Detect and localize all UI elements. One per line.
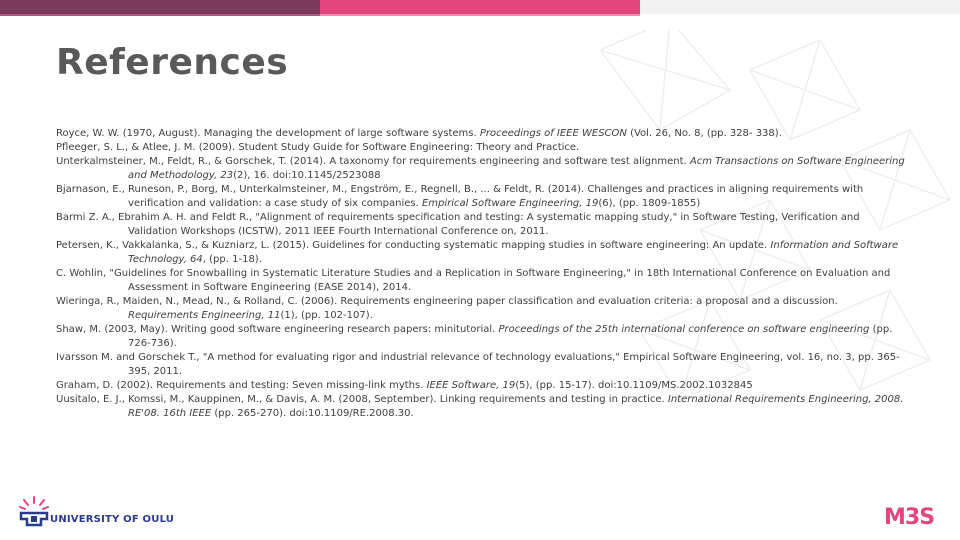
slide-title: References: [56, 42, 289, 83]
reference-item: [56, 351, 906, 379]
reference-item: [56, 211, 906, 239]
reference-text-tail: (5), (pp. 15-17). doi:10.1109/MS.2002.1032845: [515, 380, 753, 391]
reference-item: [56, 393, 906, 421]
reference-item: [56, 127, 906, 141]
reference-text: Pfleeger, S. L., & Atlee, J. M. (2009). Student Study Guide for Software Engineering: Theory and Practice.: [56, 142, 580, 153]
top-bar-segment-dark: [0, 0, 320, 14]
reference-item: [56, 183, 906, 211]
oulu-crest-icon: [20, 497, 48, 525]
reference-text: Wieringa, R., Maiden, N., Mead, N., & Rolland, C. (2006). Requirements engineering paper classification and evaluation criteria: a proposal and a discussion.: [56, 296, 838, 307]
reference-source-italic: International Requirements Engineering, 2008. RE'08. 16th IEEE: [128, 394, 904, 419]
reference-text-tail: , (pp. 1-18).: [202, 254, 262, 265]
university-name: UNIVERSITY OF OULU: [50, 514, 175, 525]
reference-text-tail: (pp. 265-270). doi:10.1109/RE.2008.30.: [211, 408, 414, 419]
reference-item: [56, 323, 906, 351]
reference-text-tail: (1), (pp. 102-107).: [280, 310, 373, 321]
reference-text: Petersen, K., Vakkalanka, S., & Kuzniarz, L. (2015). Guidelines for conducting systematic mapping studies in software engineering: An update.: [56, 240, 771, 251]
reference-source-italic: IEEE Software, 19: [426, 380, 516, 391]
reference-text: Shaw, M. (2003, May). Writing good software engineering research papers: minitutorial.: [56, 324, 499, 335]
reference-text: Unterkalmsteiner, M., Feldt, R., & Gorschek, T. (2014). A taxonomy for requirements engineering and software test alignment.: [56, 156, 690, 167]
reference-text: Barmi Z. A., Ebrahim A. H. and Feldt R., "Alignment of requirements specification and testing: A systematic mapping study," in Software Testing, Verification and Validation Workshops (ICSTW), 2011 IEEE Fourth International Conference on, 2011.: [56, 212, 860, 237]
reference-item: [56, 267, 906, 295]
reference-item: [56, 379, 906, 393]
reference-text-tail: (6), (pp. 1809-1855): [598, 198, 701, 209]
university-of-oulu-logo: [18, 495, 188, 531]
m3s-logo: M3S: [884, 505, 935, 530]
top-bar-underline-dark: [0, 14, 320, 16]
reference-source-italic: Acm Transactions on Software Engineering and Methodology, 23: [128, 156, 905, 181]
reference-text: Uusitalo, E. J., Komssi, M., Kauppinen, M., & Davis, A. M. (2008, September). Linking requirements and testing in practice.: [56, 394, 668, 405]
reference-text: Bjarnason, E., Runeson, P., Borg, M., Unterkalmsteiner, M., Engström, E., Regnell, B., ... & Feldt, R. (2014). Challenges and practices in aligning requirements with verification and validation: a case study of six companies.: [56, 184, 864, 209]
top-bar-segment-pink: [320, 0, 640, 14]
top-bar-underline-pink: [320, 14, 640, 16]
reference-text-tail: (pp. 726-736).: [128, 324, 893, 349]
reference-text: C. Wohlin, "Guidelines for Snowballing in Systematic Literature Studies and a Replication in Software Engineering," in 18th International Conference on Evaluation and Assessment in Software Engineering (EASE 2014), 2014.: [56, 268, 891, 293]
reference-source-italic: Requirements Engineering, 11: [128, 310, 281, 321]
reference-text-tail: (2), 16. doi:10.1145/2523088: [233, 170, 381, 181]
reference-source-italic: Proceedings of the 25th international conference on software engineering: [498, 324, 870, 335]
reference-text: Ivarsson M. and Gorschek T., "A method for evaluating rigor and industrial relevance of technology evaluations," Empirical Software Engineering, vol. 16, no. 3, pp. 365-395, 2011.: [56, 352, 900, 377]
reference-source-italic: Proceedings of IEEE WESCON: [479, 128, 627, 139]
reference-source-italic: Information and Software Technology, 64: [128, 240, 899, 265]
reference-text: Royce, W. W. (1970, August). Managing the development of large software systems.: [56, 128, 480, 139]
reference-item: [56, 295, 906, 323]
reference-item: [56, 239, 906, 267]
top-color-bar: [0, 0, 960, 16]
top-bar-segment-light: [640, 0, 960, 14]
reference-item: [56, 155, 906, 183]
reference-source-italic: Empirical Software Engineering, 19: [421, 198, 599, 209]
reference-text: Graham, D. (2002). Requirements and testing: Seven missing-link myths.: [56, 380, 427, 391]
reference-text-tail: (Vol. 26, No. 8, (pp. 328- 338).: [626, 128, 782, 139]
reference-item: [56, 141, 906, 155]
references-list: [56, 127, 906, 421]
